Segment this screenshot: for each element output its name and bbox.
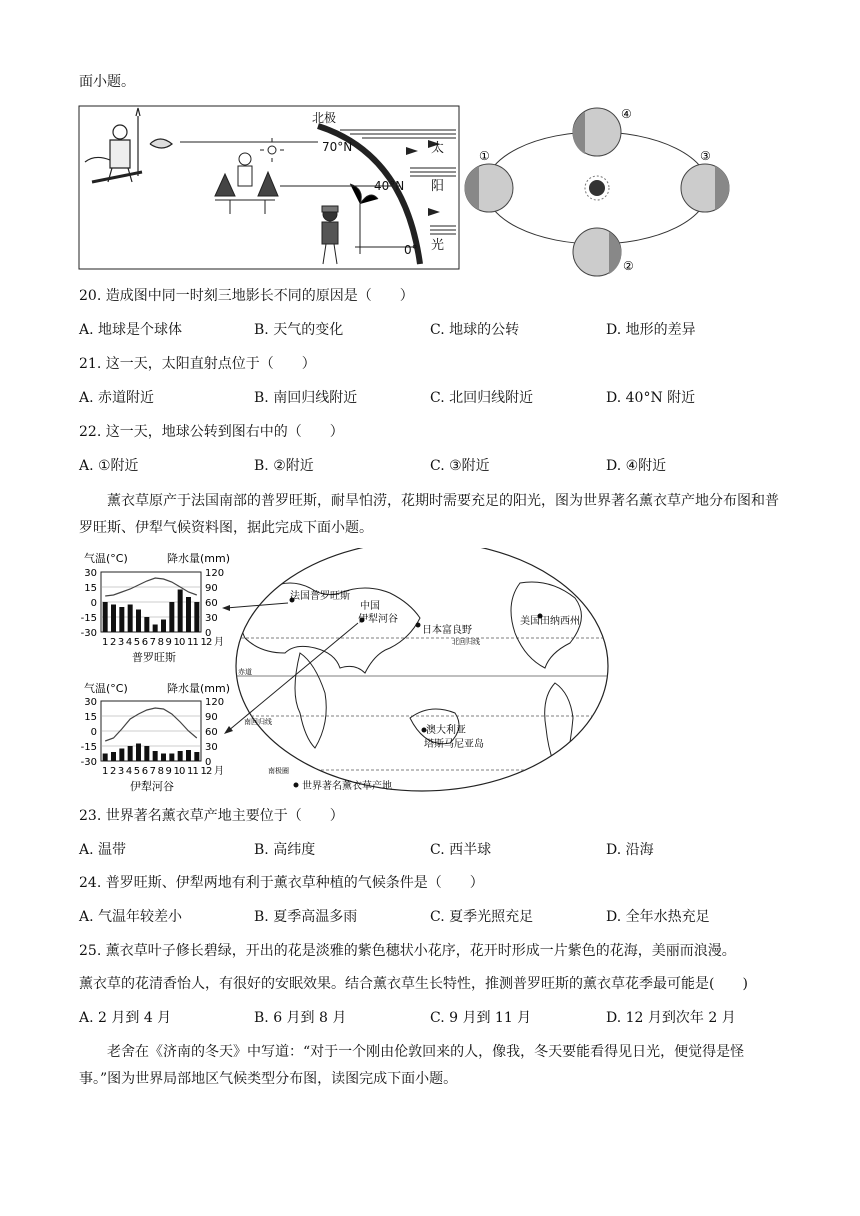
precip-bar <box>194 602 199 632</box>
map-provence: 法国普罗旺斯 <box>290 591 350 602</box>
precip-bar <box>144 617 149 632</box>
yili-climate-chart <box>81 681 230 793</box>
precip-bar <box>136 744 141 762</box>
precip-bar <box>153 751 158 761</box>
precip-bar <box>178 590 183 633</box>
figure-shadow-diagram <box>0 104 860 284</box>
map-washington: 美国田纳西州 <box>520 616 580 627</box>
q24-option-c[interactable]: C. 夏季光照充足 <box>430 909 534 925</box>
q21-options <box>79 388 739 408</box>
precip-bar <box>178 751 183 761</box>
lat40-label: 40°N <box>374 179 405 193</box>
q21-option-d[interactable]: D. 40°N 附近 <box>606 390 696 406</box>
orbit-marker-3: ③ <box>700 149 711 163</box>
precip-bar <box>119 607 124 632</box>
provence-climate-chart <box>81 551 230 664</box>
q20-stem: 20. 造成图中同一时刻三地影长不同的原因是（ ） <box>79 288 414 304</box>
lat0-label: 0° <box>404 243 418 257</box>
sun-char-3: 光 <box>431 238 445 253</box>
q21-option-b[interactable]: B. 南回归线附近 <box>254 390 358 406</box>
q21-option-a[interactable]: A. 赤道附近 <box>79 390 155 406</box>
q21-option-c[interactable]: C. 北回归线附近 <box>430 390 534 406</box>
precip-bar <box>186 597 191 632</box>
q25-option-d[interactable]: D. 12 月到次年 2 月 <box>606 1010 736 1026</box>
map-tasmania-1: 澳大利亚 <box>426 725 466 736</box>
precip-bar <box>161 620 166 633</box>
legend-marker <box>294 783 299 788</box>
chart1-precip-label: 降水量(mm) <box>167 552 231 565</box>
precip-tick-label: 90 <box>205 583 218 594</box>
temp-tick-label: -30 <box>80 757 97 768</box>
precip-bar <box>144 746 149 761</box>
map-furano: 日本富良野 <box>422 625 472 636</box>
precip-bar <box>186 750 191 761</box>
map-yili: 伊犁河谷 <box>358 614 398 625</box>
chart2-temp-label: 气温(°C) <box>84 682 128 695</box>
precip-bar <box>103 602 108 632</box>
intro-tail: 面小题。 <box>79 74 135 90</box>
laoshe-passage: 老舍在《济南的冬天》中写道：“对于一个刚由伦敦回来的人，像我，冬天要能看得见日光，便觉得是怪事。”图为世界局部地区气候类型分布图，读图完成下面小题。 <box>79 1044 745 1087</box>
q23-option-b[interactable]: B. 高纬度 <box>254 842 316 858</box>
q25-option-c[interactable]: C. 9 月到 11 月 <box>430 1010 532 1026</box>
q24-option-a[interactable]: A. 气温年较差小 <box>79 909 183 925</box>
q23-option-d[interactable]: D. 沿海 <box>606 842 654 858</box>
q24-option-b[interactable]: B. 夏季高温多雨 <box>254 909 358 925</box>
q24-stem: 24. 普罗旺斯、伊犁两地有利于薰衣草种植的气候条件是（ ） <box>79 875 484 891</box>
orbit-diagram <box>465 107 730 276</box>
precip-tick-label: 30 <box>205 742 218 753</box>
precip-bar <box>161 754 166 762</box>
q20-option-a[interactable]: A. 地球是个球体 <box>79 322 183 338</box>
eskimo-figure <box>85 108 172 182</box>
world-map <box>222 548 608 792</box>
q20-option-d[interactable]: D. 地形的差异 <box>606 322 696 338</box>
q22-option-d[interactable]: D. ④附近 <box>606 458 667 474</box>
precip-bar <box>103 754 108 762</box>
q22-option-b[interactable]: B. ②附近 <box>254 458 314 474</box>
precip-bar <box>153 625 158 633</box>
temp-tick-label: -15 <box>80 742 97 753</box>
q20-option-b[interactable]: B. 天气的变化 <box>254 322 344 338</box>
sun-char-2: 阳 <box>431 179 445 194</box>
map-south-polar: 南极圈 <box>268 767 289 775</box>
q23-option-a[interactable]: A. 温带 <box>79 842 127 858</box>
precip-bar <box>169 602 174 632</box>
q22-options <box>79 456 739 476</box>
precip-tick-label: 0 <box>205 628 212 639</box>
north-pole-label: 北极 <box>312 111 337 125</box>
precip-tick-label: 60 <box>205 598 218 609</box>
precip-bar <box>111 752 116 761</box>
precip-tick-label: 120 <box>205 568 225 579</box>
temp-tick-label: 30 <box>84 697 97 708</box>
temperature-line <box>105 708 197 741</box>
forest-figure <box>215 138 284 214</box>
precip-tick-label: 30 <box>205 613 218 624</box>
q25-option-a[interactable]: A. 2 月到 4 月 <box>79 1010 172 1026</box>
map-legend: 世界著名薰衣草产地 <box>302 781 392 792</box>
q25-options <box>79 1008 739 1028</box>
precip-bar <box>194 752 199 761</box>
lavender-passage: 薰衣草原产于法国南部的普罗旺斯，耐旱怕涝，花期时需要充足的阳光，图为世界著名薰衣草产地分布图和普罗旺斯、伊犁气候资料图，据此完成下面小题。 <box>79 493 779 536</box>
temp-tick-label: -15 <box>80 613 97 624</box>
q23-stem: 23. 世界著名薰衣草产地主要位于（ ） <box>79 808 344 824</box>
furano-marker <box>416 623 421 628</box>
q20-option-c[interactable]: C. 地球的公转 <box>430 322 520 338</box>
temp-tick-label: -30 <box>80 628 97 639</box>
temp-tick-label: 0 <box>90 727 97 738</box>
map-south-tropic: 南回归线 <box>244 718 272 726</box>
sun-char-1: 太 <box>431 141 445 156</box>
chart1-temp-label: 气温(°C) <box>84 552 128 565</box>
q25-option-b[interactable]: B. 6 月到 8 月 <box>254 1010 347 1026</box>
precip-tick-label: 60 <box>205 727 218 738</box>
q24-option-d[interactable]: D. 全年水热充足 <box>606 909 710 925</box>
map-equator: 赤道 <box>238 668 252 676</box>
precip-bar <box>169 754 174 762</box>
precip-tick-label: 120 <box>205 697 225 708</box>
lat70-label: 70°N <box>322 140 353 154</box>
temp-tick-label: 15 <box>84 712 97 723</box>
temp-tick-label: 30 <box>84 568 97 579</box>
temp-tick-label: 0 <box>90 598 97 609</box>
sun-icon <box>589 180 605 196</box>
chart1-months: 1 2 3 4 5 6 7 8 9 10 11 12 月 <box>102 637 224 648</box>
chart2-precip-label: 降水量(mm) <box>167 682 231 695</box>
chart2-months: 1 2 3 4 5 6 7 8 9 10 11 12 月 <box>102 766 224 777</box>
q24-options <box>79 907 739 927</box>
orbit-marker-2: ② <box>623 259 634 273</box>
temp-tick-label: 15 <box>84 583 97 594</box>
chart2-name: 伊犁河谷 <box>130 780 174 793</box>
map-north-tropic: 北回归线 <box>452 638 480 646</box>
map-china: 中国 <box>360 601 380 612</box>
q20-options <box>79 320 739 340</box>
q23-options <box>79 840 739 860</box>
orbit-marker-4: ④ <box>621 107 632 121</box>
chart1-name: 普罗旺斯 <box>132 651 176 664</box>
q21-stem: 21. 这一天，太阳直射点位于（ ） <box>79 356 316 372</box>
precip-bar <box>128 746 133 761</box>
precip-bar <box>119 749 124 762</box>
map-tasmania-2: 塔斯马尼亚岛 <box>424 739 484 750</box>
precip-bar <box>128 605 133 633</box>
tropic-figure <box>322 184 378 264</box>
q22-option-a[interactable]: A. ①附近 <box>79 458 139 474</box>
q25-stem-line1: 25. 薰衣草叶子修长碧绿，开出的花是淡雅的紫色穗状小花序，花开时形成一片紫色的花海，美丽而浪漫。 <box>79 943 736 959</box>
precip-bar <box>136 610 141 633</box>
precip-tick-label: 90 <box>205 712 218 723</box>
q22-option-c[interactable]: C. ③附近 <box>430 458 490 474</box>
q25-stem-line2: 薰衣草的花清香怡人，有很好的安眠效果。结合薰衣草生长特性，推测普罗旺斯的薰衣草花季最可能是( ) <box>79 976 748 992</box>
figure-lavender-map <box>0 548 860 798</box>
precip-bar <box>111 605 116 633</box>
q22-stem: 22. 这一天，地球公转到图右中的（ ） <box>79 424 344 440</box>
orbit-marker-1: ① <box>479 149 490 163</box>
precip-tick-label: 0 <box>205 757 212 768</box>
q23-option-c[interactable]: C. 西半球 <box>430 842 492 858</box>
